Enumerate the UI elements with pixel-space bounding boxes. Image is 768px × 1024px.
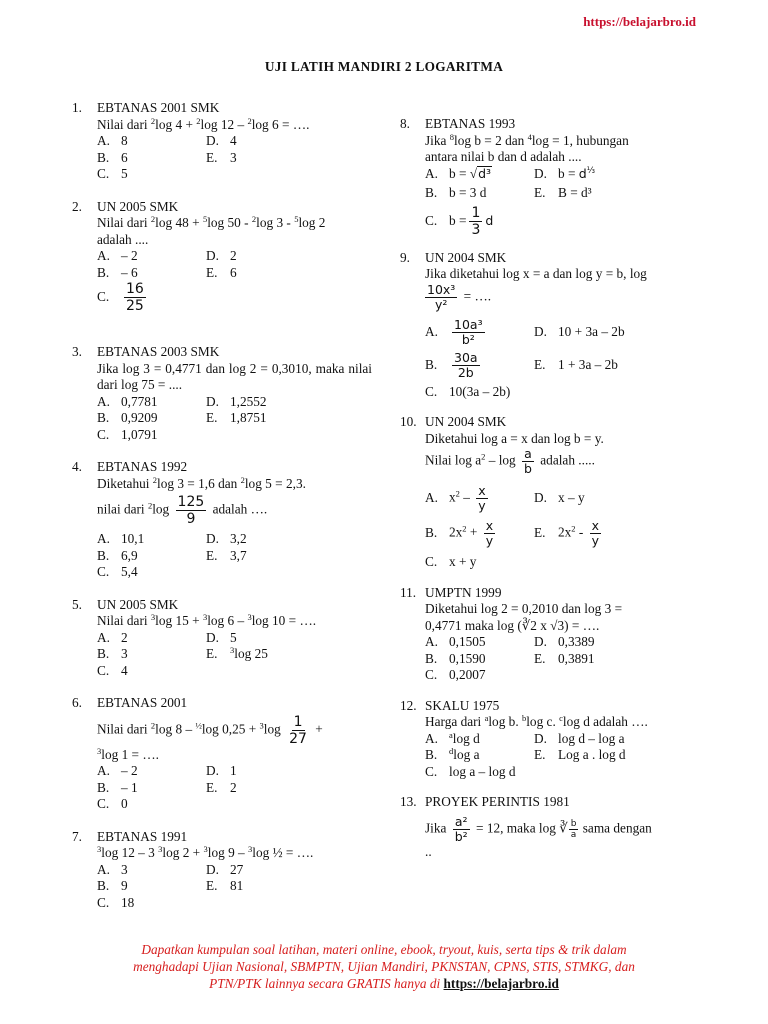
question-1 (72, 100, 372, 183)
question-number: 3. (72, 344, 82, 359)
option-e: E. 6 (206, 264, 237, 280)
question-number: 4. (72, 459, 82, 474)
option-c: C. 0,2007 (425, 667, 486, 682)
option-c: C. 5 (97, 166, 128, 181)
question-4 (72, 459, 372, 581)
option-a: A. – 2 (97, 248, 138, 263)
question-stem-line2: $\frac{\text{10x³}}{\text{y²}}$ = …. (427, 281, 492, 312)
question-stem-tail: .. (425, 843, 432, 859)
option-c: C. 4 (97, 662, 128, 678)
answer-options (97, 630, 372, 680)
option-d: D. 2 (206, 248, 237, 263)
option-a: A. 3 (97, 861, 128, 877)
question-13 (400, 794, 696, 860)
question-number: 11. (400, 584, 417, 600)
option-d: D. 1,2552 (206, 393, 267, 409)
answer-options (425, 318, 696, 401)
question-source: EBTANAS 1993 (425, 116, 516, 131)
option-a: A. $x^2$ – $\frac{x}{y}$ (425, 483, 486, 513)
question-stem: Jika log 3 = 0,4771 dan log 2 = 0,3010, maka nilai dari log 75 = .... (97, 360, 372, 392)
option-e: E. $^3$log 25 (206, 645, 268, 661)
option-d: D. $b = d^{\frac{1}{3}}$ (534, 165, 595, 181)
option-e: E. 1,8751 (206, 410, 267, 425)
question-number: 12. (400, 697, 417, 713)
option-d: D. 5 (206, 629, 237, 645)
answer-options (97, 763, 372, 813)
fraction: $\frac{125}{9}$ (177, 494, 205, 527)
question-source: UN 2004 SMK (425, 414, 507, 429)
option-e: E. Log a . log d (534, 747, 626, 762)
option-a: A. 8 (97, 133, 128, 148)
question-stem: $^3$log 12 – 3 $^3$log 2 + $^3$log 9 – $^3$log ½ = …. (97, 844, 314, 860)
fraction: $\frac{\text{10a³}}{\text{b²}}$ (454, 316, 483, 347)
question-stem: Nilai dari $^3$log 15 + $^3$log 6 – $^3$log 10 = …. (97, 612, 317, 628)
option-b: B. – 1 (97, 779, 138, 795)
question-stem: Nilai dari $^2$log 8 – $^{\frac{1}{2}}$log 0,25 + $^3$log $\frac{1}{27}$ + (97, 713, 323, 747)
document-title: UJI LATIH MANDIRI 2 LOGARITMA (264, 59, 504, 74)
answer-options (425, 634, 696, 684)
option-e: E. B = d³ (534, 185, 592, 200)
option-c: C. 18 (97, 894, 135, 910)
question-number: 10. (400, 414, 417, 429)
option-b: B. 0,9209 (97, 410, 158, 425)
option-a: A. $\frac{\text{10a³}}{\text{b²}}$ (425, 316, 483, 347)
question-number: 6. (72, 695, 82, 710)
option-d: D. 10 + 3a – 2b (534, 323, 625, 339)
option-e: E. $2x^2$ - $\frac{x}{y}$ (534, 518, 600, 548)
question-3 (72, 344, 372, 443)
fraction: $\frac{16}{25}$ (126, 281, 144, 314)
footer-link[interactable]: https://belajarbro.id (443, 976, 559, 991)
option-c: C. b = $\frac{1}{3}$ d (425, 204, 494, 238)
question-source: UN 2005 SMK (97, 198, 179, 214)
option-c: C. 5,4 (97, 564, 138, 579)
option-b: B. 9 (97, 878, 128, 893)
option-c: C. 0 (97, 796, 128, 811)
option-a: A. 10,1 (97, 531, 145, 546)
question-stem: Diketahui $^2$log 3 = 1,6 dan $^2$log 5 = 2,3. (97, 474, 306, 491)
question-stem: Nilai dari $^2$log 48 + $^5$log 50 - $^2$log 3 - $^5$log 2 (97, 214, 326, 230)
question-stem: Nilai dari $^2$log 4 + $^2$log 12 – $^2$log 6 = …. (97, 115, 310, 132)
answer-options (425, 731, 696, 781)
right-column (400, 116, 696, 860)
question-11 (400, 585, 696, 684)
option-d: D. 27 (206, 861, 244, 877)
question-number: 9. (400, 249, 410, 265)
option-c: C. x + y (425, 554, 477, 569)
answer-options (97, 862, 372, 912)
question-source: UMPTN 1999 (425, 584, 502, 600)
question-source: EBTANAS 2001 (97, 695, 188, 710)
option-d: D. 1 (206, 763, 237, 778)
option-e: E. 3 (206, 149, 237, 165)
question-stem: Jika diketahui log x = a dan log y = b, log (425, 266, 647, 281)
answer-options (425, 484, 696, 571)
option-e: E. 2 (206, 779, 237, 795)
question-stem: Jika $\frac{\text{a²}}{\text{b²}}$ = 12, maka log ∛ $\frac{b}{a}$ sama dengan (425, 813, 652, 844)
question-10 (400, 414, 696, 571)
question-stem-line2: nilai dari $^2$log $\frac{125}{9}$ adalah …. (97, 494, 268, 527)
option-b: B. $2x^2$ + $\frac{x}{y}$ (425, 518, 494, 548)
question-5 (72, 597, 372, 680)
option-e: E. 0,3891 (534, 650, 595, 666)
option-d: D. 3,2 (206, 531, 247, 546)
option-a: A. 0,1505 (425, 634, 486, 649)
option-b: B. $^d$log a (425, 746, 480, 762)
question-stem-line2: 0,4771 maka log (∛2 x √3) = …. (425, 617, 600, 633)
answer-options (425, 166, 696, 238)
fraction: $\frac{\text{a²}}{\text{b²}}$ (454, 813, 468, 844)
option-e: E. 81 (206, 878, 244, 893)
fraction: $\frac{30a}{2b}$ (454, 349, 478, 380)
left-column (72, 100, 372, 911)
option-c: C. log a – log d (425, 763, 516, 779)
answer-options (97, 531, 372, 581)
question-source: SKALU 1975 (425, 697, 500, 713)
question-number: 7. (72, 828, 82, 844)
option-b: B. 0,1590 (425, 650, 486, 666)
option-c: C. $\frac{16}{25}$ (97, 281, 144, 314)
option-c: C. 1,0791 (97, 426, 158, 442)
option-a: A. – 2 (97, 763, 138, 778)
fraction: $\frac{a}{b}$ (524, 446, 532, 476)
question-stem-tail: adalah .... (97, 231, 149, 247)
option-a: A. 0,7781 (97, 393, 158, 409)
option-e: E. 3,7 (206, 547, 247, 563)
option-b: B. 6 (97, 149, 128, 165)
option-a: A. 2 (97, 629, 128, 645)
question-stem: Diketahui log a = x dan log b = y. (425, 430, 604, 446)
option-d: D. x – y (534, 490, 585, 506)
question-2 (72, 199, 372, 315)
question-12 (400, 698, 696, 781)
answer-options (97, 133, 372, 183)
question-6 (72, 695, 372, 813)
option-d: D. 4 (206, 133, 237, 148)
answer-options (97, 248, 372, 314)
question-number: 13. (400, 794, 417, 809)
option-a: A. $^a$log d (425, 729, 480, 746)
question-stem: Jika $^8$log b = 2 dan $^4$log = 1, hubungan (425, 131, 629, 148)
option-d: D. log d – log a (534, 730, 625, 746)
option-b: B. 3 (97, 646, 128, 661)
fraction: $\frac{1}{27}$ (289, 713, 307, 747)
question-number: 2. (72, 198, 82, 214)
option-e: E. 1 + 3a – 2b (534, 356, 618, 372)
answer-options (97, 394, 372, 444)
question-stem-line2: $^3$log 1 = …. (97, 745, 159, 762)
option-c: C. 10(3a – 2b) (425, 383, 511, 399)
option-b: B. 6,9 (97, 547, 138, 563)
question-9 (400, 250, 696, 401)
fraction: $\frac{\text{10x³}}{\text{y²}}$ (427, 281, 456, 312)
question-source: UN 2005 SMK (97, 596, 179, 612)
question-source: PROYEK PERINTIS 1981 (425, 794, 570, 809)
option-b: B. $\frac{30a}{2b}$ (425, 349, 478, 380)
question-source: EBTANAS 1992 (97, 459, 188, 474)
footer-promo (0, 941, 768, 992)
question-number: 1. (72, 100, 82, 115)
option-b: B. b = 3 d (425, 185, 487, 200)
option-b: B. – 6 (97, 264, 138, 280)
question-number: 8. (400, 116, 410, 131)
option-a: A. b = √d³ (425, 165, 492, 181)
question-stem-line2: Nilai $\log a^2$ – log $\frac{a}{b}$ adalah ..... (425, 446, 595, 476)
question-number: 5. (72, 596, 82, 612)
option-d: D. 0,3389 (534, 634, 595, 649)
question-8 (400, 116, 696, 238)
question-source: EBTANAS 2001 SMK (97, 100, 220, 115)
site-url-link[interactable]: https://belajarbro.id (583, 14, 696, 29)
question-7 (72, 829, 372, 912)
question-stem-line2: antara nilai b dan d adalah .... (425, 149, 582, 164)
question-source: UN 2004 SMK (425, 249, 507, 265)
footer-line-1: Dapatkan kumpulan soal latihan, materi online, ebook, tryout, kuis, serta tips & trik dalam (141, 942, 627, 957)
question-stem: Diketahui log 2 = 0,2010 dan log 3 = (425, 601, 623, 616)
fraction: $\frac{1}{3}$ (471, 204, 481, 238)
question-stem: Harga dari $^a$log b. $^b$log c. $^c$log d adalah …. (425, 713, 648, 729)
question-source: EBTANAS 2003 SMK (97, 344, 220, 359)
question-source: EBTANAS 1991 (97, 828, 188, 844)
footer-line-3: PTN/PTK lainnya secara GRATIS hanya di https://belajarbro.id (209, 976, 559, 991)
footer-line-2: menghadapi Ujian Nasional, SBMPTN, Ujian Mandiri, PKNSTAN, CPNS, STIS, STMKG, dan (133, 959, 635, 974)
